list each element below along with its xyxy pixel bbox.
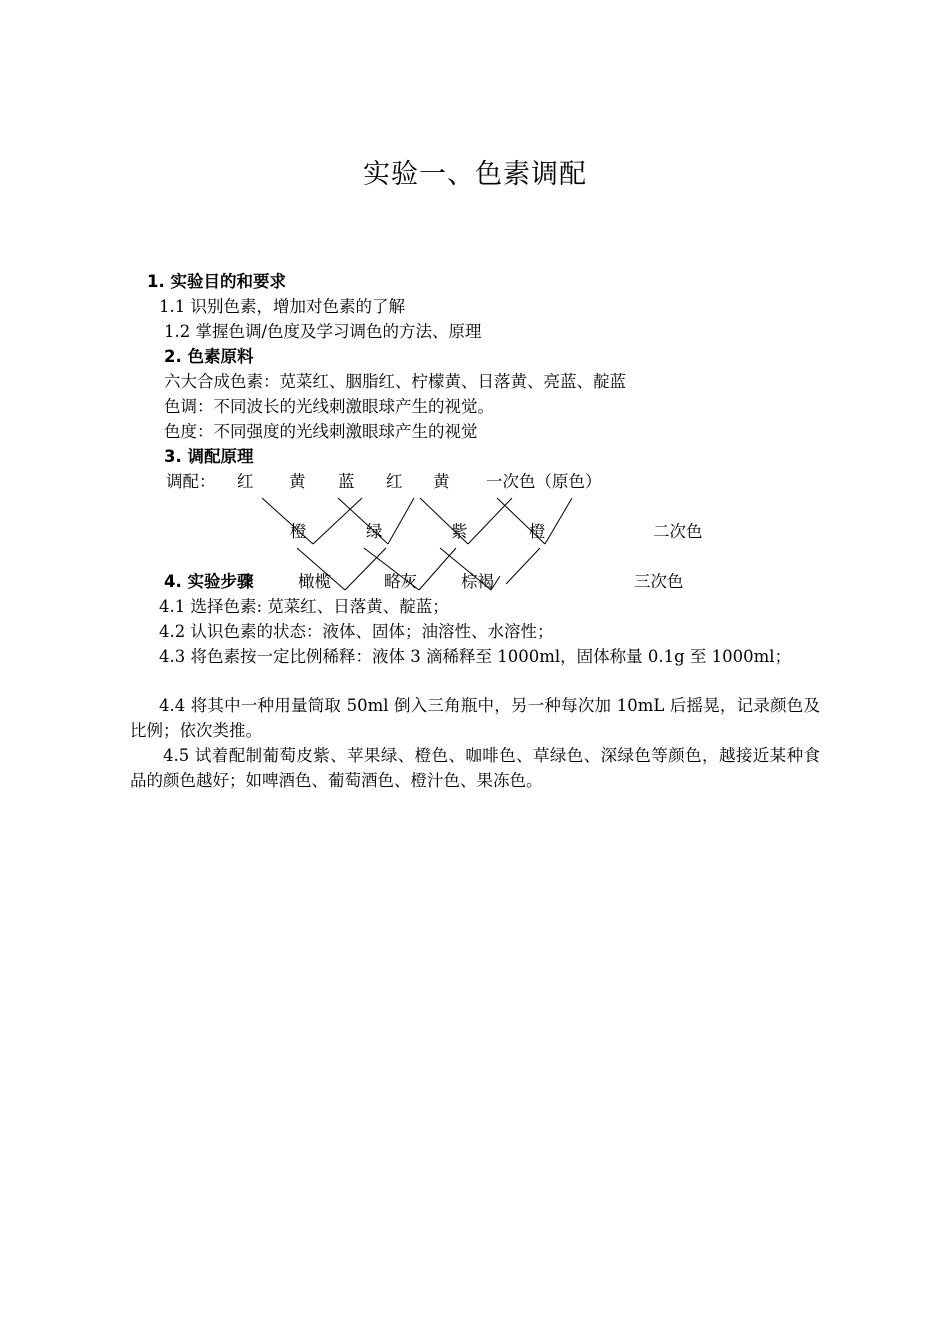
page-title: 实验一、色素调配	[363, 159, 587, 190]
secondary-label: 二次色	[653, 522, 703, 541]
tertiary-color: 橄榄	[298, 572, 331, 591]
mix-line	[313, 498, 362, 544]
section-2-line: 色度：不同强度的光线刺激眼球产生的视觉	[164, 422, 478, 441]
step-item: 4.3 将色素按一定比例稀释：液体 3 滴稀释至 1000ml，固体称量 0.1g 至 1000ml；	[159, 647, 792, 666]
primary-color: 红	[386, 472, 403, 491]
secondary-color: 橙	[290, 522, 307, 541]
step-item: 4.5 试着配制葡萄皮紫、苹果绿、橙色、咖啡色、草绿色、深绿色等颜色，越接近某种食品的颜色越好；如啤酒色、葡萄酒色、橙汁色、果冻色。	[130, 746, 820, 790]
mixing-prefix: 调配：	[166, 472, 216, 491]
step-item: 4.2 认识色素的状态：液体、固体；油溶性、水溶性；	[159, 622, 554, 641]
primary-color: 蓝	[338, 472, 355, 491]
mix-line	[419, 548, 456, 590]
section-1-item: 1.2 掌握色调/色度及学习调色的方法、原理	[164, 322, 482, 341]
section-4-heading: 4. 实验步骤	[164, 572, 254, 591]
step-item: 4.4 将其中一种用量筒取 50ml 倒入三角瓶中，另一种每次加 10mL 后摇晃，记录颜色及比例；依次类推。	[130, 696, 820, 740]
section-1-item: 1.1 识别色素，增加对色素的了解	[159, 297, 405, 316]
primary-label: 一次色（原色）	[486, 472, 602, 491]
section-2-heading: 2. 色素原料	[164, 347, 254, 366]
step-item: 4.1 选择色素: 苋菜红、日落黄、靛蓝；	[159, 597, 449, 616]
mix-line	[545, 498, 572, 544]
mix-line	[468, 498, 512, 544]
tertiary-color: 略灰	[384, 572, 417, 591]
tertiary-label: 三次色	[634, 572, 684, 591]
primary-color: 黄	[289, 472, 306, 491]
section-2-line: 色调：不同波长的光线刺激眼球产生的视觉。	[164, 397, 494, 416]
tertiary-color: 棕褐	[461, 572, 494, 591]
mix-line	[388, 498, 414, 544]
secondary-color: 绿	[366, 522, 383, 541]
section-3-heading: 3. 调配原理	[164, 447, 254, 466]
mix-line	[506, 548, 540, 584]
primary-color: 红	[237, 472, 254, 491]
primary-color: 黄	[433, 472, 450, 491]
section-1-heading: 1. 实验目的和要求	[147, 272, 286, 291]
section-2-line: 六大合成色素：苋菜红、胭脂红、柠檬黄、日落黄、亮蓝、靛蓝	[164, 372, 626, 391]
secondary-color: 橙	[529, 522, 546, 541]
mix-line	[345, 548, 386, 590]
secondary-color: 紫	[451, 522, 468, 541]
